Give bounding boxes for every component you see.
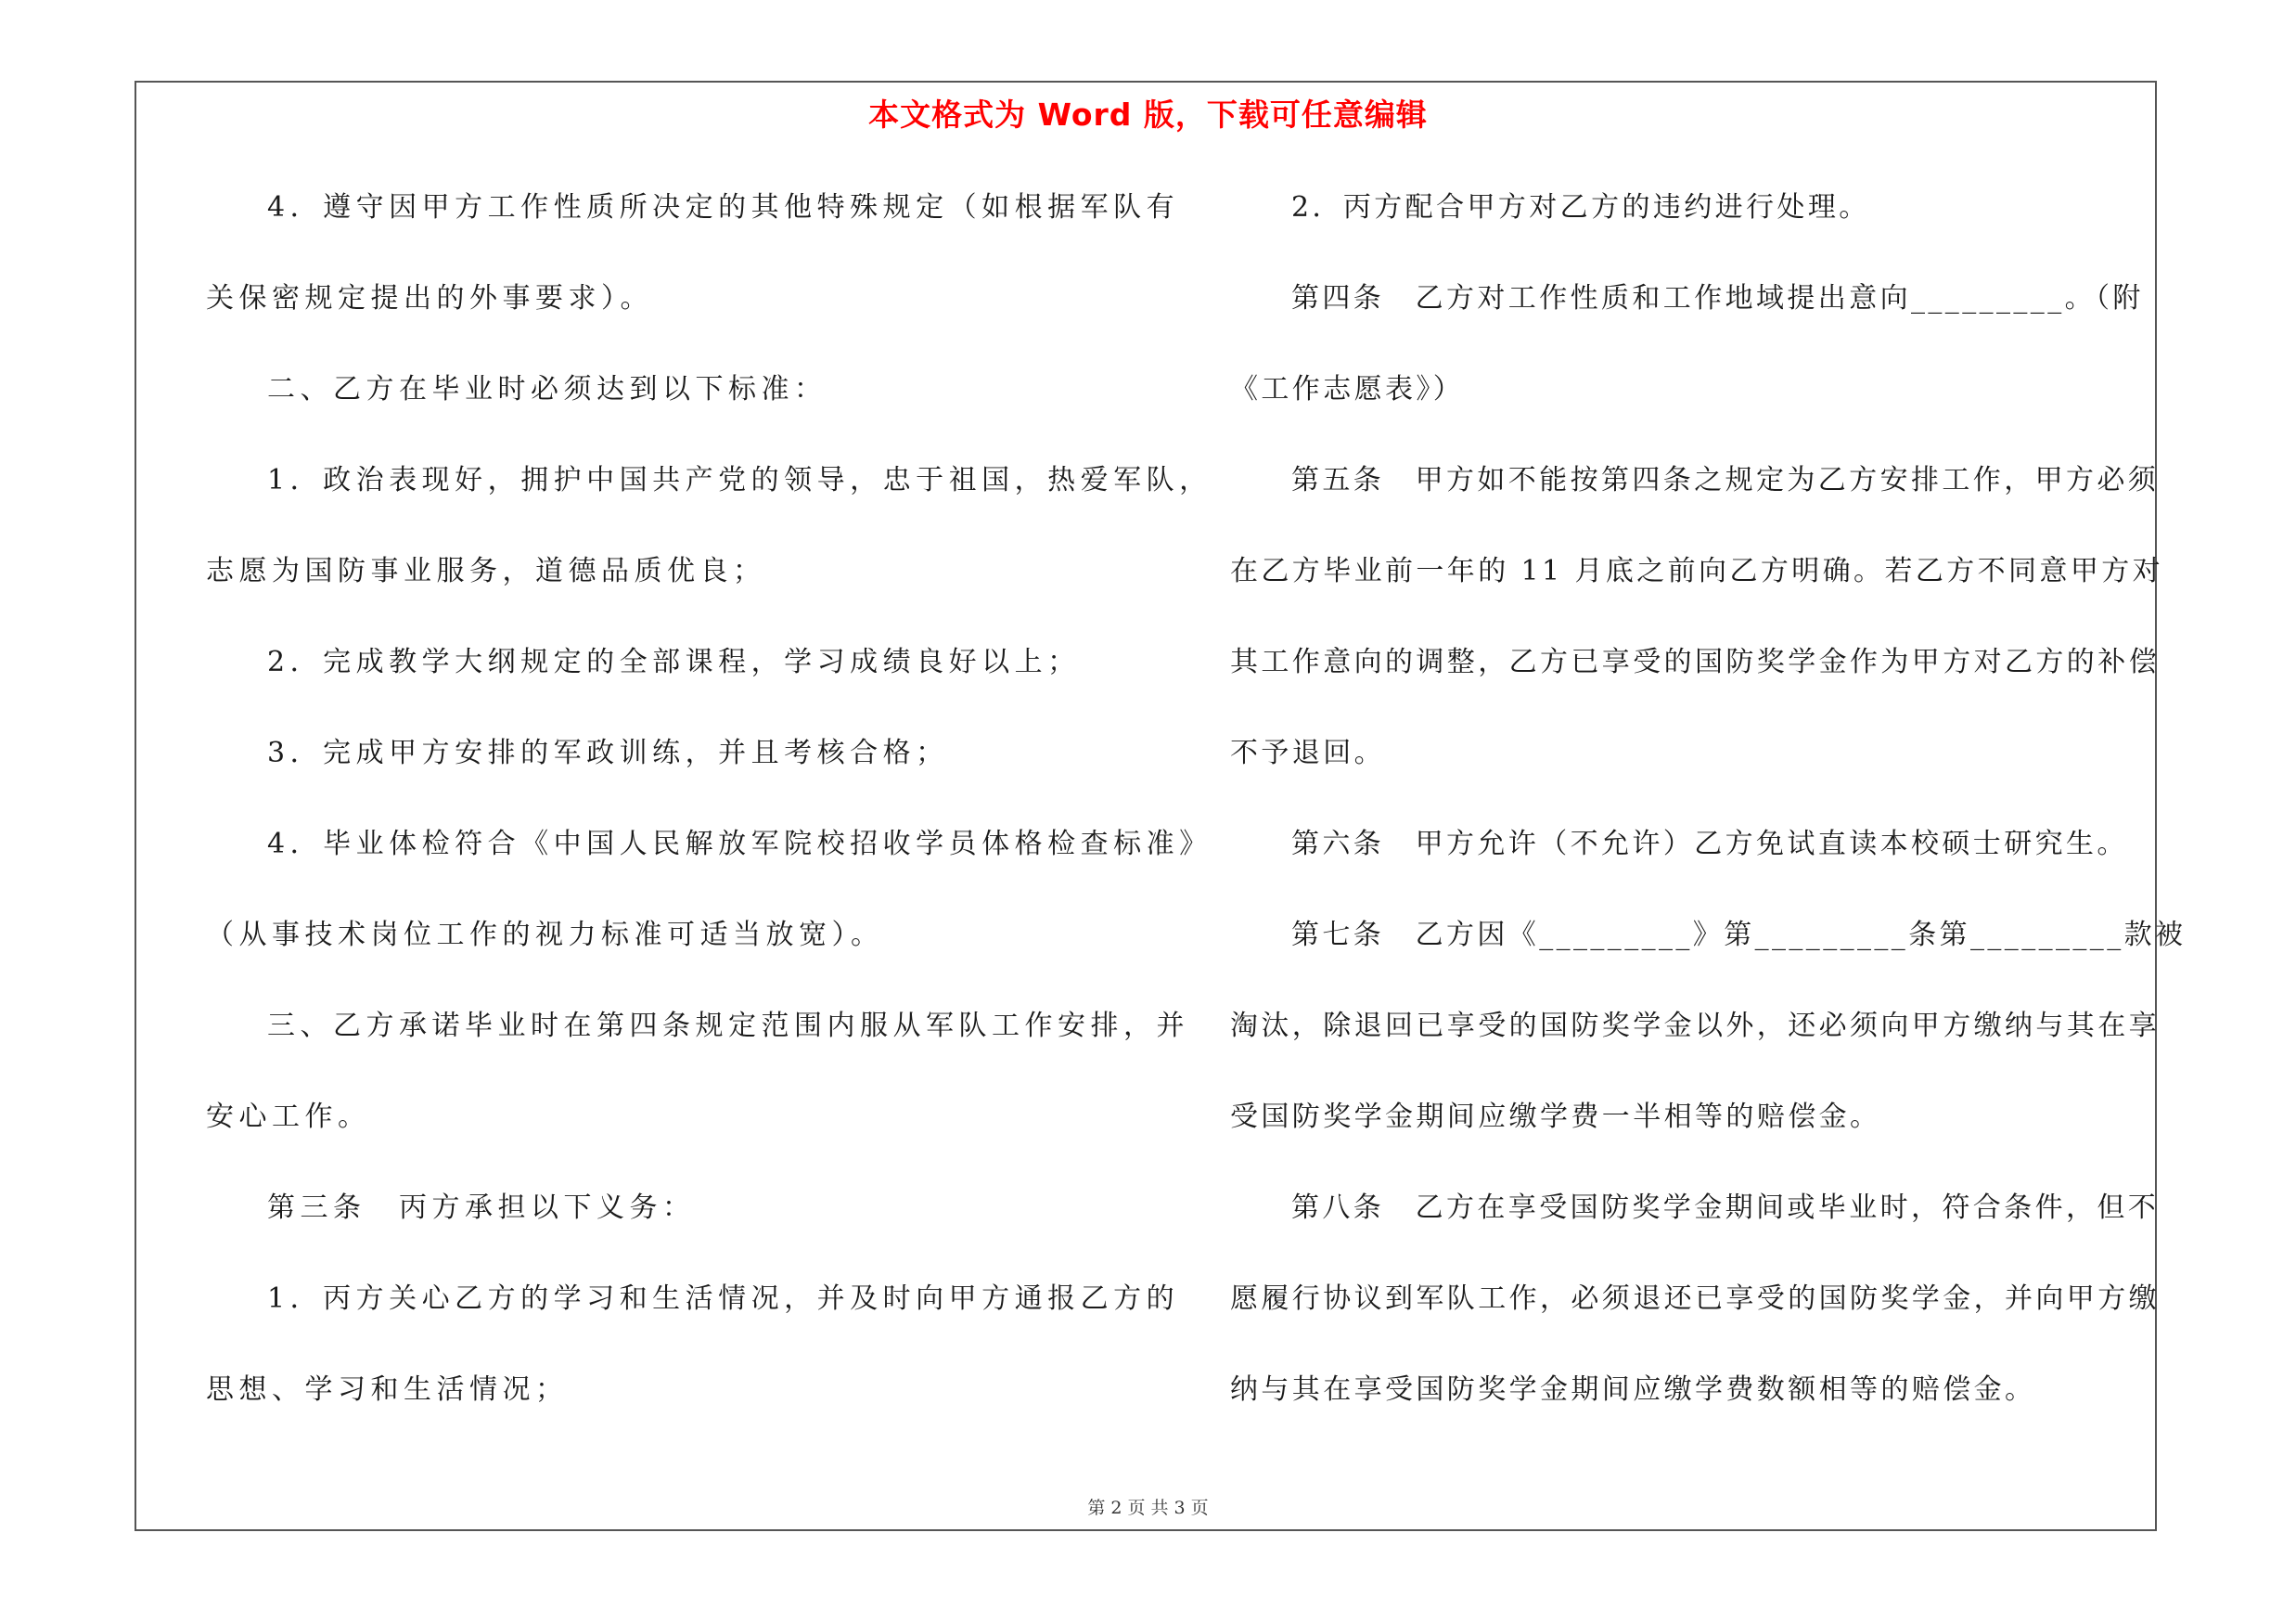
paragraph-line: （从事技术岗位工作的视力标准可适当放宽）。 (206, 919, 884, 951)
paragraph-line: 第六条 甲方允许（不允许）乙方免试直读本校硕士研究生。 (1291, 828, 2128, 860)
paragraph-line: 2．丙方配合甲方对乙方的违约进行处理。 (1291, 191, 1870, 224)
paragraph-line: 在乙方毕业前一年的 11 月底之前向乙方明确。若乙方不同意甲方对 (1230, 555, 2164, 587)
paragraph-line: 不予退回。 (1230, 737, 1385, 769)
paragraph-line: 第八条 乙方在享受国防奖学金期间或毕业时，符合条件，但不 (1291, 1191, 2160, 1224)
paragraph-line: 《工作志愿表》） (1230, 373, 1465, 406)
paragraph-line: 第四条 乙方对工作性质和工作地域提出意向_________。（附 (1291, 282, 2144, 315)
paragraph-line: 3．完成甲方安排的军政训练，并且考核合格； (267, 737, 949, 769)
paragraph-line: 纳与其在享受国防奖学金期间应缴学费数额相等的赔偿金。 (1230, 1373, 2036, 1406)
document-header-notice: 本文格式为 Word 版，下载可任意编辑 (868, 97, 1428, 133)
paragraph-line: 其工作意向的调整，乙方已享受的国防奖学金作为甲方对乙方的补偿 (1230, 646, 2160, 678)
paragraph-line: 2．完成教学大纲规定的全部课程，学习成绩良好以上； (267, 646, 1081, 678)
paragraph-line: 安心工作。 (206, 1101, 371, 1133)
paragraph-line: 第三条 丙方承担以下义务： (267, 1191, 696, 1224)
paragraph-line: 第七条 乙方因《_________》第_________条第_________款被 (1291, 919, 2187, 951)
paragraph-line: 淘汰，除退回已享受的国防奖学金以外，还必须向甲方缴纳与其在享 (1230, 1010, 2160, 1042)
paragraph-line: 愿履行协议到军队工作，必须退还已享受的国防奖学金，并向甲方缴 (1230, 1282, 2160, 1315)
paragraph-line: 三、乙方承诺毕业时在第四条规定范围内服从军队工作安排，并 (267, 1010, 1189, 1042)
paragraph-line: 受国防奖学金期间应缴学费一半相等的赔偿金。 (1230, 1101, 1881, 1133)
paragraph-line: 二、乙方在毕业时必须达到以下标准： (267, 373, 827, 406)
paragraph-line: 1．丙方关心乙方的学习和生活情况，并及时向甲方通报乙方的 (267, 1282, 1180, 1315)
page-number-footer: 第 2 页 共 3 页 (1087, 1498, 1209, 1518)
paragraph-line: 4．遵守因甲方工作性质所决定的其他特殊规定（如根据军队有 (267, 191, 1180, 224)
paragraph-line: 4．毕业体检符合《中国人民解放军院校招收学员体格检查标准》 (267, 828, 1212, 860)
paragraph-line: 1．政治表现好，拥护中国共产党的领导，忠于祖国，热爱军队， (267, 464, 1212, 496)
paragraph-line: 关保密规定提出的外事要求）。 (206, 282, 653, 315)
paragraph-line: 思想、学习和生活情况； (206, 1373, 569, 1406)
paragraph-line: 志愿为国防事业服务，道德品质优良； (206, 555, 766, 587)
paragraph-line: 第五条 甲方如不能按第四条之规定为乙方安排工作，甲方必须 (1291, 464, 2160, 496)
